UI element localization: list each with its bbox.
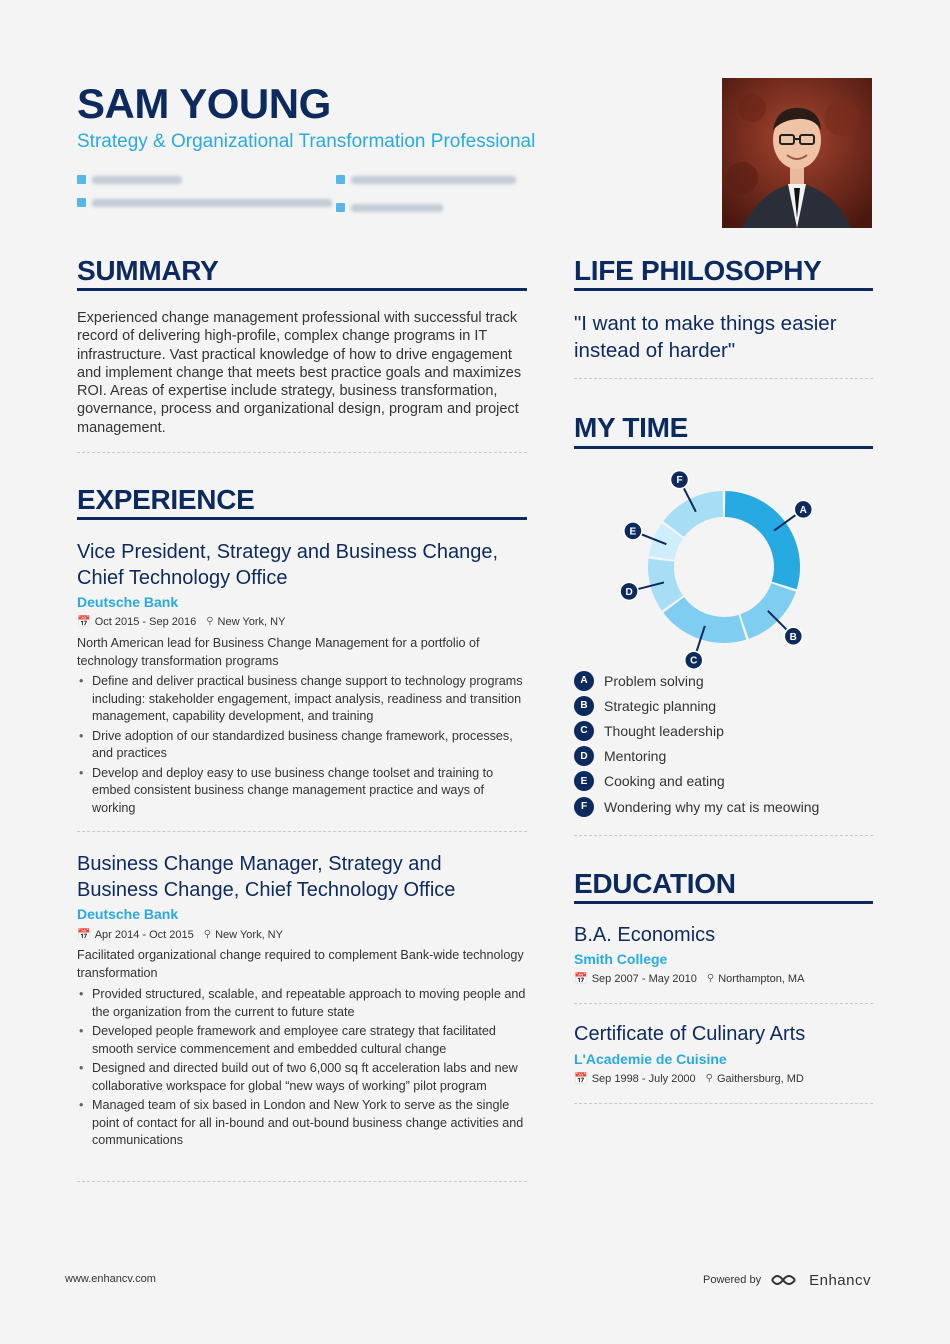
legend-item	[574, 769, 819, 794]
my-time-donut-chart	[574, 470, 873, 667]
link-icon	[77, 198, 86, 207]
candidate-name: SAM YOUNG	[77, 80, 331, 127]
list-item: • Provided structured, scalable, and repeatable approach to moving people and the organization from the current to future state	[77, 986, 527, 1021]
legend-label: Mentoring	[604, 748, 667, 765]
donut-label: F	[676, 475, 683, 487]
education-school: L'Academie de Cuisine	[574, 1051, 727, 1067]
job-title: Vice President, Strategy and Business Change, Chief Technology Office	[77, 541, 498, 589]
location-pin-icon: ⚲	[706, 973, 715, 984]
legend-label: Wondering why my cat is meowing	[604, 798, 820, 815]
philosophy-rule	[574, 288, 873, 291]
experience-heading: EXPERIENCE	[77, 484, 255, 515]
job-location: New York, NY	[215, 928, 283, 941]
calendar-icon: 📅	[77, 929, 91, 941]
legend-label: Strategic planning	[604, 697, 717, 714]
list-item: • Managed team of six based in London and New York to serve as the single point of contact for all in-bound and out-bound business change activities and communications	[77, 1097, 527, 1150]
legend-label: Thought leadership	[604, 722, 724, 739]
calendar-icon: 📅	[574, 973, 588, 985]
philosophy-quote: "I want to make things easier instead of harder"	[574, 312, 837, 362]
job-description: Facilitated organizational change required to complement Bank-wide technology transformation	[77, 948, 524, 980]
education-degree: Certificate of Culinary Arts	[574, 1023, 806, 1045]
contact-location-value	[351, 204, 443, 212]
job-location: New York, NY	[217, 615, 286, 628]
legend-marker: D	[574, 746, 594, 766]
location-icon	[336, 203, 345, 212]
job-meta	[77, 928, 283, 941]
list-item: • Define and deliver practical business change support to technology programs including: stakeholder engagement, impact analysis, readiness and transition management, capability development, and training	[77, 673, 527, 726]
education-heading: EDUCATION	[574, 868, 736, 899]
donut-slice-a	[725, 491, 800, 589]
contact-phone[interactable]	[77, 175, 182, 184]
education-location: Northampton, MA	[718, 972, 805, 985]
legend-marker: B	[574, 696, 594, 716]
education-dates: Sep 1998 - July 2000	[591, 1072, 696, 1085]
contact-link[interactable]	[77, 198, 332, 207]
job-dates: Oct 2015 - Sep 2016	[94, 615, 197, 628]
summary-text: Experienced change management professional with successful track record of delivering high-profile, complex change programs in IT infrastructure. Vast practical knowledge of how to drive engagement and implement change that meets best practice goals and maximizes ROI. Areas of expertise include strategy, business transformation, governance, process and organizational design, program and project management.	[77, 310, 522, 436]
donut-slice-c	[663, 597, 746, 643]
divider	[574, 1103, 873, 1104]
experience-rule	[77, 517, 527, 520]
powered-by-label: Powered by	[703, 1274, 762, 1286]
education-meta	[574, 972, 804, 985]
donut-label: C	[690, 655, 698, 667]
legend-item	[574, 668, 819, 693]
location-pin-icon: ⚲	[206, 616, 214, 627]
divider	[77, 831, 527, 832]
education-meta	[574, 1072, 804, 1085]
education-dates: Sep 2007 - May 2010	[591, 972, 697, 985]
location-pin-icon: ⚲	[203, 929, 212, 940]
contact-location[interactable]	[336, 203, 443, 212]
footer-branding[interactable]	[703, 1271, 871, 1289]
philosophy-heading: LIFE PHILOSOPHY	[574, 255, 822, 286]
enhancv-brand: Enhancv	[809, 1271, 871, 1289]
education-location: Gaithersburg, MD	[717, 1072, 804, 1085]
divider	[574, 378, 873, 379]
divider	[574, 835, 873, 836]
education-rule	[574, 901, 873, 904]
calendar-icon: 📅	[77, 616, 91, 628]
donut-label: E	[629, 526, 637, 538]
job-description: North American lead for Business Change Management for a portfolio of technology transformation programs	[77, 636, 480, 668]
divider	[574, 1003, 873, 1004]
footer-website-link[interactable]: www.enhancv.com	[65, 1273, 156, 1285]
divider	[77, 452, 527, 453]
legend-marker: F	[574, 797, 594, 817]
legend-item	[574, 794, 819, 819]
my-time-heading: MY TIME	[574, 412, 689, 443]
legend-item	[574, 744, 819, 769]
donut-slice-f	[663, 491, 723, 537]
legend-item	[574, 693, 819, 718]
contact-phone-value	[92, 176, 182, 184]
calendar-icon: 📅	[574, 1073, 588, 1085]
job-title: Business Change Manager, Strategy and Business Change, Chief Technology Office	[77, 853, 456, 901]
list-item: • Developed people framework and employee care strategy that facilitated smooth service commencement and embedded cultural change	[77, 1023, 527, 1058]
list-item: • Designed and directed build out of two 6,000 sq ft acceleration labs and new collaborative workspace for global “new ways of working” pilot program	[77, 1060, 527, 1095]
legend-label: Cooking and eating	[604, 773, 725, 790]
donut-label: D	[625, 586, 633, 598]
donut-label: B	[789, 631, 797, 643]
profile-photo	[722, 78, 872, 228]
candidate-tagline: Strategy & Organizational Transformation Professional	[77, 131, 536, 152]
summary-heading: SUMMARY	[77, 255, 219, 286]
job-bullets	[77, 673, 527, 819]
email-icon	[336, 175, 345, 184]
job-bullets	[77, 986, 527, 1152]
list-item: • Drive adoption of our standardized business change framework, processes, and practices	[77, 728, 527, 763]
company-name: Deutsche Bank	[77, 594, 179, 610]
phone-icon	[77, 175, 86, 184]
contact-email-value	[351, 176, 516, 184]
divider	[77, 1181, 527, 1182]
list-item: • Develop and deploy easy to use business change toolset and training to embed consistent business change management practice and ways of working	[77, 765, 527, 818]
my-time-rule	[574, 446, 873, 449]
location-pin-icon: ⚲	[705, 1073, 713, 1084]
contact-link-value	[92, 199, 332, 207]
legend-marker: C	[574, 721, 594, 741]
education-school: Smith College	[574, 951, 668, 967]
donut-label: A	[799, 504, 807, 516]
summary-rule	[77, 288, 527, 291]
company-name: Deutsche Bank	[77, 906, 179, 922]
enhancv-logo-icon	[769, 1271, 801, 1289]
contact-email[interactable]	[336, 175, 516, 184]
education-degree: B.A. Economics	[574, 924, 716, 946]
legend-label: Problem solving	[604, 672, 704, 689]
legend-item	[574, 718, 819, 743]
job-dates: Apr 2014 - Oct 2015	[94, 928, 194, 941]
my-time-legend	[574, 668, 819, 819]
job-meta	[77, 615, 285, 628]
legend-marker: E	[574, 771, 594, 791]
legend-marker: A	[574, 671, 594, 691]
